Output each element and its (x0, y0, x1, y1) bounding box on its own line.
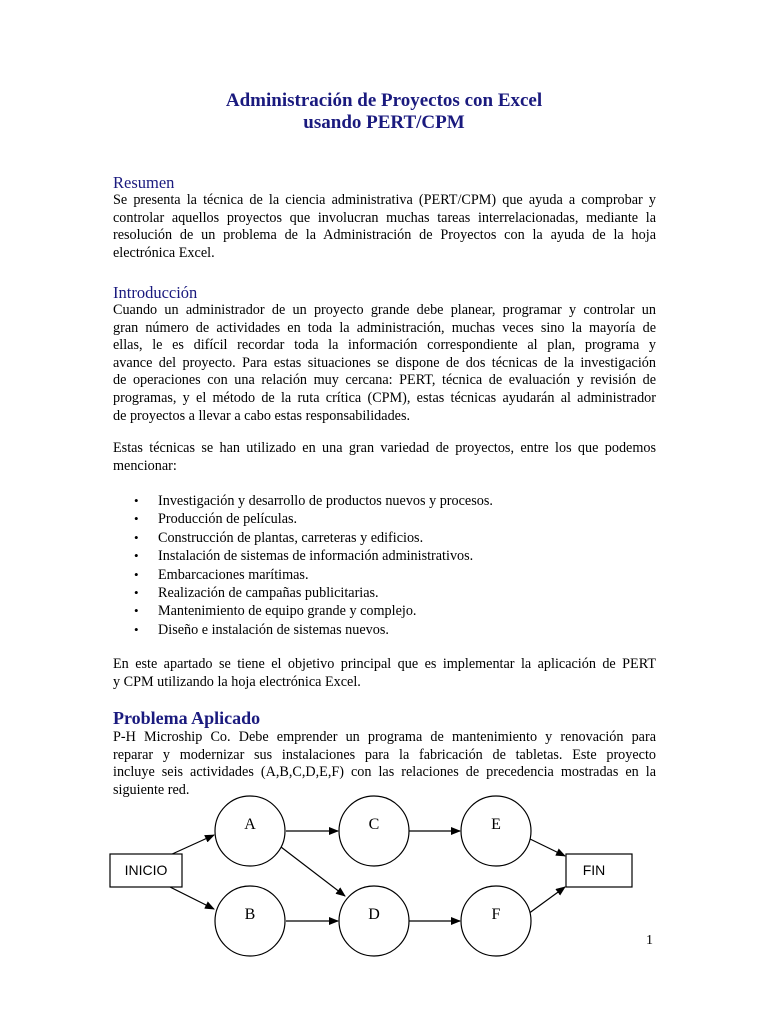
document-title (0, 90, 768, 134)
edge-e-fin (528, 838, 565, 856)
objective-line: y CPM utilizando la hoja electrónica Excel. (113, 673, 361, 690)
techniques-line: mencionar: (113, 457, 177, 474)
introduccion-line: ellas, le es difícil recordar toda la información correspondiente al plan, programa y (113, 337, 656, 354)
edge-inicio-b (170, 887, 214, 909)
introduccion-line: programas, y el método de la ruta crítica (CPM), estas técnicas ayudarán al administrador (113, 389, 656, 406)
bullet-icon: • (134, 548, 139, 564)
bullet-icon: • (134, 585, 139, 601)
problema-line: incluye seis actividades (A,B,C,D,E,F) con las relaciones de precedencia mostradas en la (113, 764, 656, 781)
start-label: INICIO (124, 862, 168, 878)
list-item (113, 602, 673, 620)
edge-a-d (281, 847, 345, 896)
title-line-2: usando PERT/CPM (303, 112, 465, 133)
bullet-icon: • (134, 493, 139, 508)
list-item-text: Construcción de plantas, carreteras y edificios. (158, 529, 424, 546)
node-a-label: A (244, 816, 256, 833)
list-item (113, 529, 673, 547)
problema-line: siguiente red. (113, 781, 190, 798)
bullet-icon: • (134, 566, 139, 582)
node-d-label: D (368, 906, 380, 923)
list-item-text: Producción de películas. (158, 511, 298, 528)
objective-line: En este apartado se tiene el objetivo principal que es implementar la aplicación de PERT (113, 656, 656, 672)
bullet-icon: • (134, 603, 139, 619)
techniques-paragraph (113, 440, 656, 475)
introduccion-line: de operaciones con una relación muy cercana: PERT, técnica de evaluación y revisión de (113, 372, 656, 389)
node-f-label: F (491, 906, 501, 923)
edge-f-fin (528, 887, 565, 914)
node-e-label: E (491, 816, 501, 833)
introduccion-line: gran número de actividades en toda la administración, muchas veces sino la mayoría de (113, 319, 656, 336)
list-item-text: Diseño e instalación de sistemas nuevos. (158, 621, 389, 638)
bullet-icon: • (134, 511, 139, 527)
list-item (113, 584, 673, 602)
introduccion-line: avance del proyecto. Para estas situaciones se dispone de dos técnicas de la investigación (113, 354, 656, 371)
list-item-text: Instalación de sistemas de información administrativos. (158, 548, 474, 565)
node-c-label: C (368, 816, 380, 833)
list-item-text: Investigación y desarrollo de productos nuevos y procesos. (158, 493, 493, 509)
problema-heading: Problema Aplicado (113, 708, 261, 728)
resumen-heading: Resumen (113, 173, 175, 192)
introduccion-line: de proyectos a llevar a cabo estas responsabilidades. (113, 407, 411, 424)
list-item (113, 566, 673, 584)
list-item (113, 547, 673, 565)
title-line-1: Administración de Proyectos con Excel (225, 90, 543, 111)
list-item (113, 510, 673, 528)
edge-inicio-a (170, 835, 214, 855)
objective-paragraph (113, 656, 656, 691)
projects-bullet-list (113, 492, 673, 639)
page-number: 1 (646, 933, 653, 948)
introduccion-line: Cuando un administrador de un proyecto grande debe planear, programar y controlar un (113, 302, 656, 318)
techniques-line: Estas técnicas se han utilizado en una gran variedad de proyectos, entre los que podemos (113, 440, 656, 456)
problema-line: P-H Microship Co. Debe emprender un programa de mantenimiento y renovación para (113, 729, 656, 745)
resumen-line: controlar aquellos proyectos que involucran muchas tareas interrelacionadas, mediante la (113, 209, 656, 226)
node-b-label: B (244, 906, 256, 923)
list-item-text: Embarcaciones marítimas. (158, 566, 309, 583)
list-item (113, 492, 673, 510)
bullet-icon: • (134, 621, 139, 637)
list-item-text: Mantenimiento de equipo grande y complejo. (158, 603, 417, 620)
resumen-paragraph (113, 192, 656, 262)
resumen-line: electrónica Excel. (113, 244, 215, 261)
problema-line: reparar y modernizar sus instalaciones para la fabricación de tabletas. Este proyecto (113, 746, 656, 763)
list-item-text: Realización de campañas publicitarias. (158, 585, 379, 602)
list-item (113, 621, 673, 639)
bullet-icon: • (134, 529, 139, 545)
introduccion-heading: Introducción (113, 283, 198, 302)
resumen-line: Se presenta la técnica de la ciencia administrativa (PERT/CPM) que ayuda a comprobar y (113, 192, 656, 208)
pert-network-diagram (0, 780, 768, 980)
end-label: FIN (582, 862, 606, 878)
introduccion-paragraph (113, 302, 656, 425)
resumen-line: resolución de un problema de la Administración de Proyectos con la ayuda de la hoja (113, 227, 656, 244)
